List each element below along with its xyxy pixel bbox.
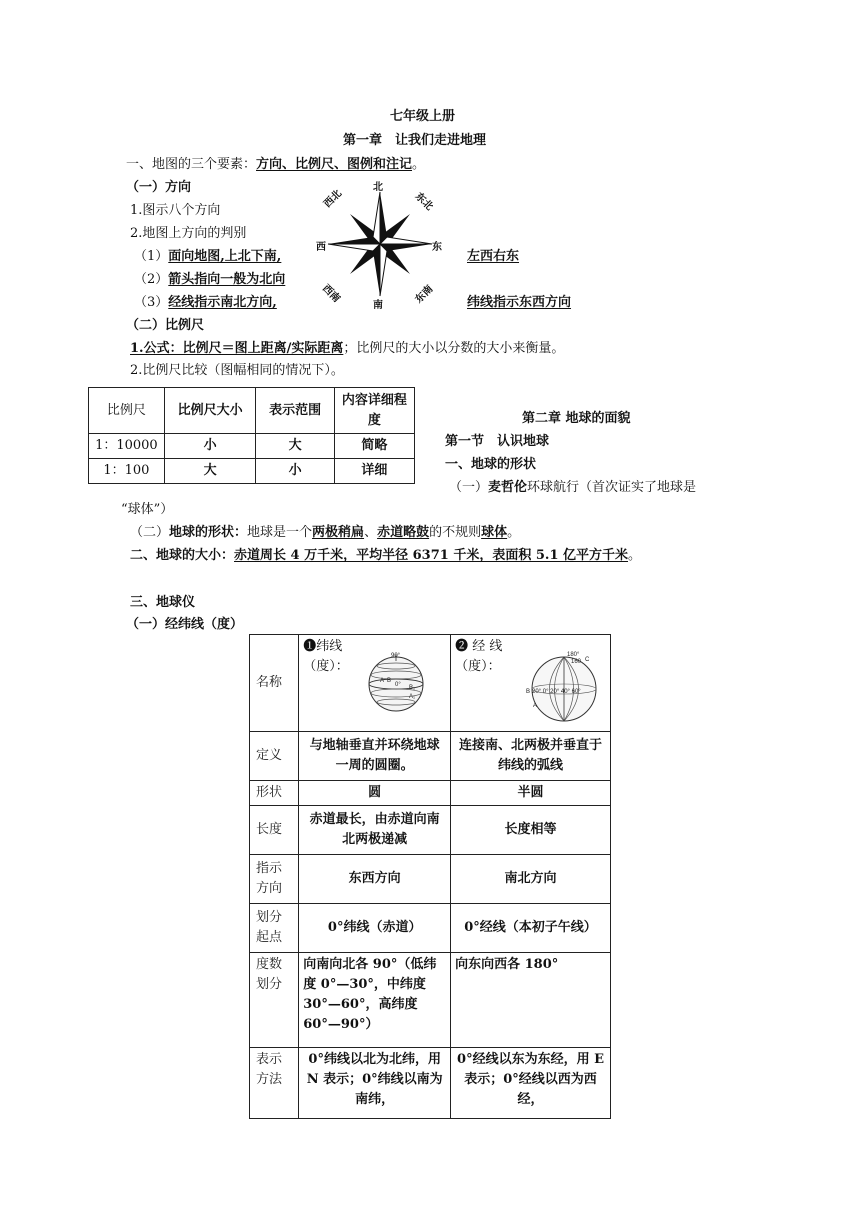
magellan-line [449, 479, 696, 497]
table-row [250, 806, 611, 855]
compass-west-label: 西 [316, 242, 326, 253]
chapter2-title: 第二章 地球的面貌 [522, 411, 631, 426]
map-elements-line [126, 156, 425, 174]
table-cell: 大 [164, 459, 256, 484]
scale-col-header: 内容详细程度 [334, 388, 414, 434]
latitude-fig-b: B [387, 678, 392, 684]
shape-key2: 赤道略鼓 [377, 525, 430, 540]
direction-heading: （一）方向 [126, 180, 192, 195]
direction-rule-1-tail: 左西右东 [467, 249, 520, 264]
magellan-text: 环球航行（首次证实了地球是 [527, 480, 697, 495]
rule3-text: 经线指示南北方向, [168, 295, 277, 310]
table-cell: 小 [256, 459, 334, 484]
table-row [250, 732, 611, 781]
row-header: 名称 [250, 635, 299, 732]
table-cell: 南北方向 [451, 855, 611, 904]
table-row [250, 781, 611, 806]
row-header: 形状 [250, 781, 299, 806]
magellan-name: 麦哲伦 [488, 480, 528, 495]
table-cell: 详细 [334, 459, 414, 484]
row-header: 划分起点 [250, 904, 299, 953]
scale-table [88, 387, 415, 484]
scale-col-header: 比例尺大小 [164, 388, 256, 434]
compass-south-label: 南 [373, 300, 383, 310]
compass-southeast-label: 东南 [413, 283, 436, 306]
compass-east-label: 东 [432, 242, 442, 253]
size-value: 赤道周长 4 万千米，平均半径 6371 千米，表面积 5.1 亿平方千米 [234, 548, 629, 563]
table-cell: 赤道最长，由赤道向南北两极递减 [299, 806, 451, 855]
scale-formula-line [130, 340, 564, 358]
shape-key1: 两极稍扁 [312, 525, 365, 540]
size-end: 。 [628, 548, 642, 563]
table-cell: 半圆 [451, 781, 611, 806]
earth-shape-heading: 一、地球的形状 [445, 457, 537, 472]
earth-size-line [130, 547, 641, 565]
scale-col-header: 比例尺 [89, 388, 165, 434]
direction-item-1: 1.图示八个方向 [130, 203, 221, 218]
table-cell: 0°经线（本初子午线） [451, 904, 611, 953]
direction-rule-3 [134, 294, 277, 312]
compass-north-label: 北 [373, 182, 383, 193]
table-row [250, 855, 611, 904]
rule2-text: 箭头指向一般为北向 [168, 272, 286, 287]
table-row [89, 459, 415, 484]
table-cell: 大 [256, 434, 334, 459]
latitude-column-title: ❶纬线（度）： [303, 639, 349, 674]
latitude-fig-a1: A₁ [409, 694, 416, 700]
longitude-column-title: ❷ 经 线（度）： [455, 639, 503, 674]
table-cell: 东西方向 [299, 855, 451, 904]
longitude-fig-c: C [585, 657, 590, 663]
latitude-fig-a: A [380, 678, 385, 684]
scale-formula-note: ；比例尺的大小以分数的大小来衡量。 [343, 341, 565, 356]
lat-lon-table [249, 634, 611, 1119]
direction-rule-3-tail: 纬线指示东西方向 [467, 295, 572, 310]
direction-rule-2 [134, 271, 285, 289]
row-header: 表示方法 [250, 1048, 299, 1119]
row-header: 定义 [250, 732, 299, 781]
table-cell: 圆 [299, 781, 451, 806]
latitude-fig-b1: B₁ [409, 685, 416, 691]
globe-heading: 三、地球仪 [130, 595, 196, 610]
latitude-fig-90: 90° [391, 653, 401, 659]
compass-northeast-label: 东北 [412, 190, 435, 213]
scale-compare-line: 2.比例尺比较（图幅相同的情况下）。 [130, 363, 344, 378]
size-label: 二、地球的大小： [130, 548, 235, 563]
latitude-globe-icon [365, 651, 427, 713]
compass-cardinal-points [328, 192, 432, 296]
longitude-fig-b: B [526, 689, 531, 695]
longitude-fig-a: A [533, 703, 538, 709]
shape-label: 地球的形状： [169, 525, 248, 540]
latitude-fig-0: 0° [395, 682, 402, 688]
magellan-line-cont: “球体”） [121, 502, 174, 517]
table-row [250, 1048, 611, 1119]
page-title: 七年级上册 [390, 109, 456, 124]
shape-key3: 球体 [481, 525, 508, 540]
row-header: 指示方向 [250, 855, 299, 904]
rule1-text: 面向地图,上北下南, [168, 249, 282, 264]
table-cell: 1：10000 [89, 434, 165, 459]
compass-rose-icon [312, 176, 448, 310]
longitude-figure-cell [451, 635, 611, 732]
table-cell: 小 [164, 434, 256, 459]
table-cell: 向东向西各 180° [451, 953, 611, 1048]
table-cell: 与地轴垂直并环绕地球一周的圆圈。 [299, 732, 451, 781]
longitude-fig-160: 160 [571, 659, 582, 665]
direction-rule-1 [134, 248, 281, 266]
table-row [250, 635, 611, 732]
table-cell: 0°经线以东为东经，用 E 表示；0°经线以西为西经， [451, 1048, 611, 1119]
earth-shape-line [130, 524, 520, 542]
shape-end: 。 [507, 525, 521, 540]
map-elements-value: 方向、比例尺、图例和注记 [256, 157, 413, 172]
shape-sep: 、 [364, 525, 378, 540]
table-cell: 0°纬线（赤道） [299, 904, 451, 953]
longitude-globe-icon [525, 649, 603, 723]
table-cell: 向南向北各 90°（低纬度 0°—30°，中纬度 30°—60°，高纬度 60°—90°） [299, 953, 451, 1048]
scale-heading: （二）比例尺 [126, 318, 205, 333]
section1-title: 第一节 认识地球 [445, 434, 550, 449]
rule2-num: （2） [134, 272, 169, 287]
chapter1-title: 第一章 让我们走进地理 [343, 133, 487, 148]
table-cell: 1：100 [89, 459, 165, 484]
longitude-fig-ticks: 20° 0° 20° 40° 60° [532, 689, 581, 695]
scale-formula: 1.公式：比例尺＝图上距离/实际距离 [130, 341, 344, 356]
compass-southwest-label: 西南 [319, 282, 342, 305]
compass-northwest-label: 西北 [322, 188, 345, 211]
direction-item-2: 2.地图上方向的判别 [130, 226, 247, 241]
table-cell: 简略 [334, 434, 414, 459]
row-header: 长度 [250, 806, 299, 855]
rule3-num: （3） [134, 295, 169, 310]
table-cell: 0°纬线以北为北纬，用 N 表示；0°纬线以南为南纬， [299, 1048, 451, 1119]
scale-col-header: 表示范围 [256, 388, 334, 434]
map-elements-end: 。 [412, 157, 426, 172]
table-cell: 长度相等 [451, 806, 611, 855]
shape-num: （二） [130, 525, 170, 540]
magellan-num: （一） [449, 480, 489, 495]
longitude-fig-180: 180° [567, 652, 580, 658]
table-row [250, 904, 611, 953]
table-row [250, 953, 611, 1048]
lat-lon-heading: （一）经纬线（度） [126, 617, 244, 632]
table-cell: 连接南、北两极并垂直于纬线的弧线 [451, 732, 611, 781]
table-row [89, 434, 415, 459]
shape-text2: 的不规则 [429, 525, 482, 540]
latitude-figure-cell [299, 635, 451, 732]
shape-text: 地球是一个 [247, 525, 313, 540]
rule1-num: （1） [134, 249, 169, 264]
row-header: 度数划分 [250, 953, 299, 1048]
map-elements-prefix: 一、地图的三个要素： [126, 157, 257, 172]
